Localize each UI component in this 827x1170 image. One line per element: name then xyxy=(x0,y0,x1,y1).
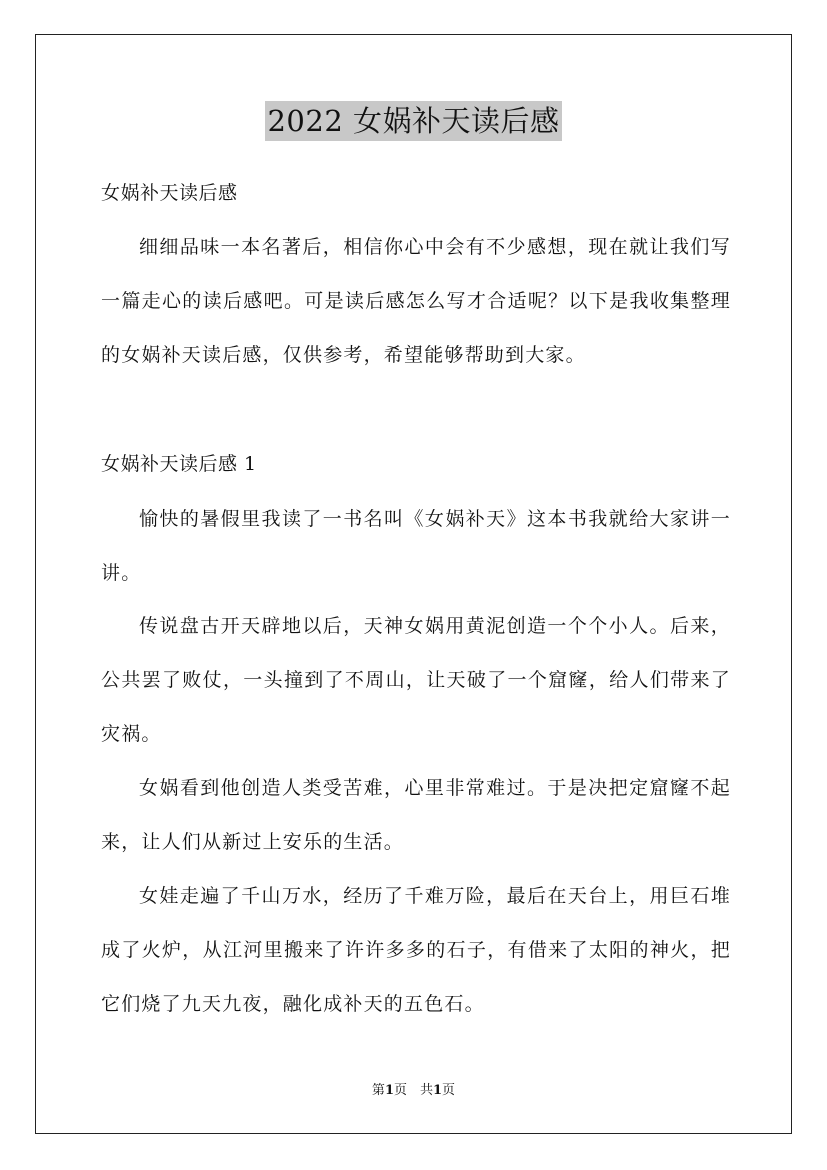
footer-page-total: 1 xyxy=(433,1083,443,1098)
footer-suffix: 页 xyxy=(442,1083,456,1098)
document-title: 2022 女娲补天读后感 xyxy=(265,101,561,141)
title-container xyxy=(0,101,827,141)
body-paragraph-1: 愉快的暑假里我读了一书名叫《女娲补天》这本书我就给大家讲一讲。 xyxy=(101,508,731,584)
section-heading: 女娲补天读后感 1 xyxy=(101,453,257,475)
document-subtitle: 女娲补天读后感 xyxy=(101,182,238,204)
footer-mid: 页 共 xyxy=(393,1083,433,1098)
body-paragraph-2: 传说盘古开天辟地以后，天神女娲用黄泥创造一个个小人。后来，公共罢了败仗，一头撞到了不周山，让天破了一个窟窿，给人们带来了灾祸。 xyxy=(101,615,731,745)
body-paragraph-4: 女娃走遍了千山万水，经历了千难万险，最后在天台上，用巨石堆成了火炉，从江河里搬来了许许多多的石子，有借来了太阳的神火，把它们烧了九天九夜，融化成补天的五色石。 xyxy=(101,885,731,1015)
footer-page-current: 1 xyxy=(384,1083,394,1098)
page-footer xyxy=(0,1082,827,1100)
footer-prefix: 第 xyxy=(371,1083,385,1098)
body-paragraph-3: 女娲看到他创造人类受苦难，心里非常难过。于是决把定窟窿不起来，让人们从新过上安乐的生活。 xyxy=(101,777,731,853)
intro-paragraph: 细细品味一本名著后，相信你心中会有不少感想，现在就让我们写一篇走心的读后感吧。可是读后感怎么写才合适呢？以下是我收集整理的女娲补天读后感，仅供参考，希望能够帮助到大家。 xyxy=(101,236,731,366)
